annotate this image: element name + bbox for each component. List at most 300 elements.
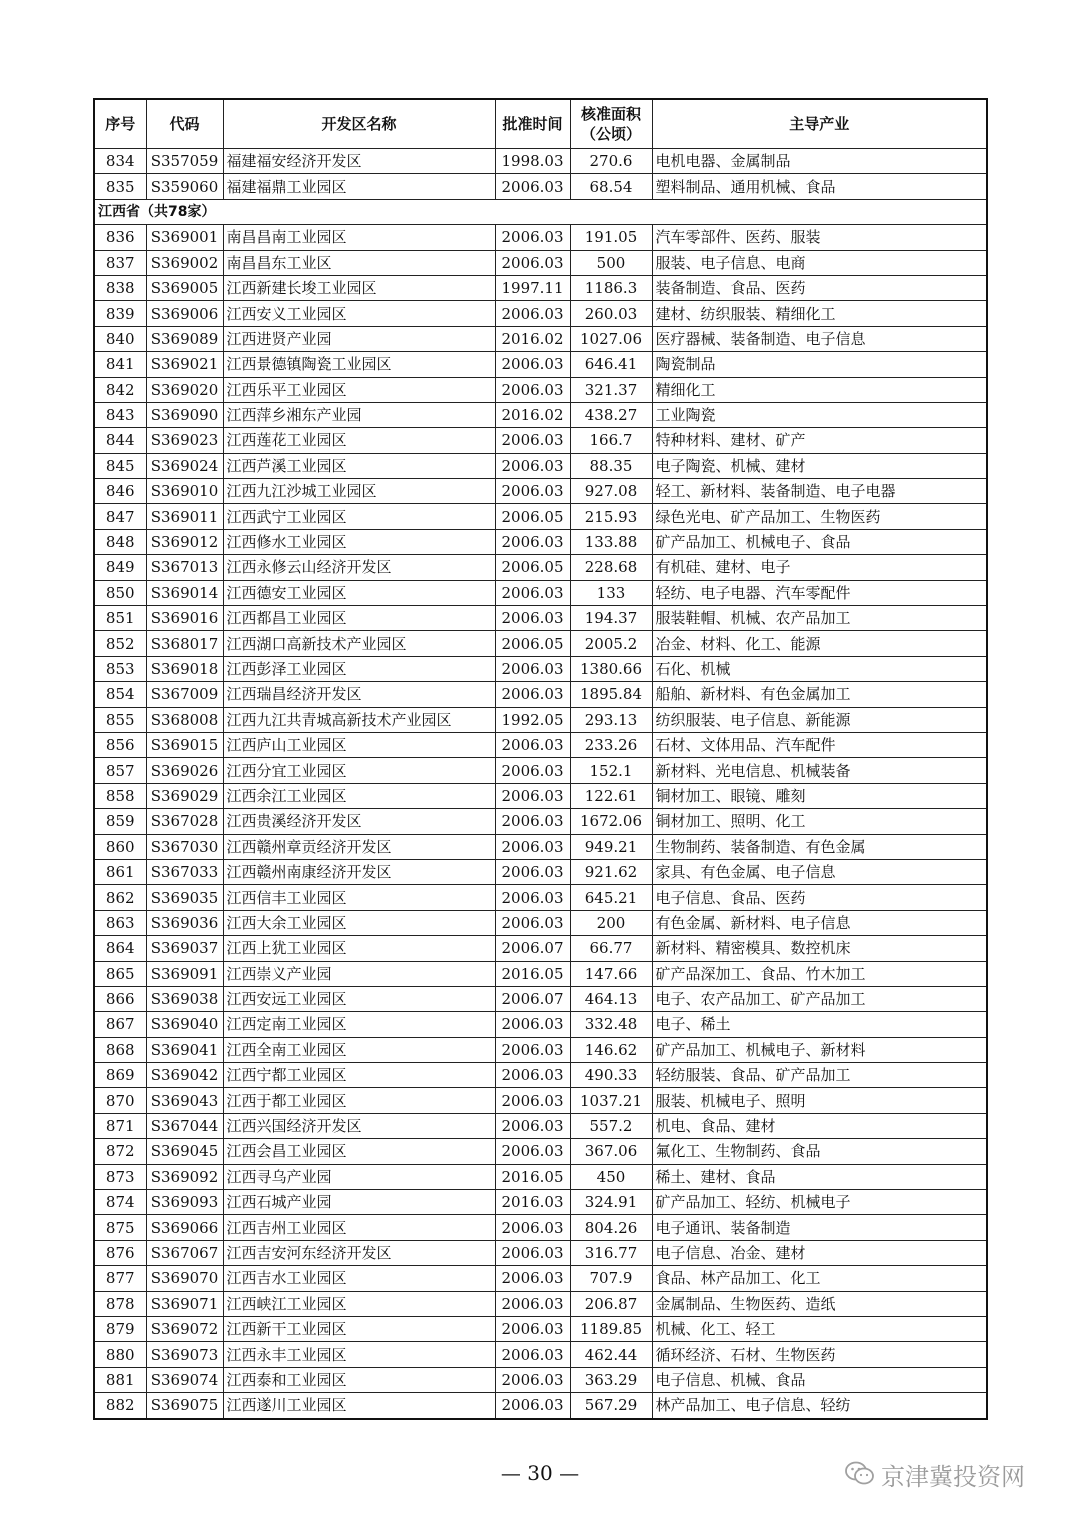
cell-area: 557.2 (570, 1113, 652, 1138)
cell-industry: 特种材料、建材、矿产 (652, 428, 987, 453)
cell-date: 2006.03 (495, 225, 570, 250)
cell-date: 2006.05 (495, 504, 570, 529)
cell-industry: 家具、有色金属、电子信息 (652, 859, 987, 884)
cell-code: S369072 (146, 1316, 223, 1341)
cell-area: 215.93 (570, 504, 652, 529)
cell-area: 464.13 (570, 986, 652, 1011)
cell-date: 2016.05 (495, 1164, 570, 1189)
header-date: 批准时间 (495, 99, 570, 149)
cell-area: 927.08 (570, 479, 652, 504)
cell-code: S369071 (146, 1291, 223, 1316)
cell-date: 1998.03 (495, 149, 570, 174)
table-row (94, 1215, 987, 1240)
cell-name: 江西遂川工业园区 (223, 1393, 495, 1419)
province-label: 江西省（共78家） (94, 199, 987, 224)
table-row (94, 1190, 987, 1215)
cell-area: 438.27 (570, 402, 652, 427)
cell-name: 江西都昌工业园区 (223, 606, 495, 631)
cell-industry: 新材料、光电信息、机械装备 (652, 758, 987, 783)
cell-no: 840 (94, 326, 146, 351)
cell-name: 江西会昌工业园区 (223, 1139, 495, 1164)
cell-date: 2006.03 (495, 1012, 570, 1037)
cell-area: 133.88 (570, 529, 652, 554)
cell-industry: 塑料制品、通用机械、食品 (652, 174, 987, 199)
cell-no: 870 (94, 1088, 146, 1113)
cell-industry: 冶金、材料、化工、能源 (652, 631, 987, 656)
table-row (94, 149, 987, 174)
cell-no: 853 (94, 656, 146, 681)
cell-no: 839 (94, 301, 146, 326)
cell-name: 江西宁都工业园区 (223, 1063, 495, 1088)
cell-industry: 矿产品加工、机械电子、食品 (652, 529, 987, 554)
cell-name: 江西乐平工业园区 (223, 377, 495, 402)
table-row (94, 1291, 987, 1316)
cell-no: 874 (94, 1190, 146, 1215)
cell-name: 江西崇义产业园 (223, 961, 495, 986)
cell-name: 江西余江工业园区 (223, 783, 495, 808)
cell-code: S369036 (146, 910, 223, 935)
table-row (94, 504, 987, 529)
cell-date: 2006.03 (495, 1393, 570, 1419)
header-area-line1: 核准面积 (580, 105, 641, 123)
cell-industry: 电子、农产品加工、矿产品加工 (652, 986, 987, 1011)
cell-date: 2006.03 (495, 580, 570, 605)
cell-no: 879 (94, 1316, 146, 1341)
cell-code: S369037 (146, 936, 223, 961)
cell-no: 845 (94, 453, 146, 478)
cell-no: 866 (94, 986, 146, 1011)
cell-area: 200 (570, 910, 652, 935)
table-row (94, 936, 987, 961)
cell-code: S369014 (146, 580, 223, 605)
cell-date: 2016.03 (495, 1190, 570, 1215)
cell-area: 363.29 (570, 1367, 652, 1392)
cell-date: 2006.03 (495, 1113, 570, 1138)
cell-area: 146.62 (570, 1037, 652, 1062)
cell-industry: 机械、化工、轻工 (652, 1316, 987, 1341)
cell-date: 2006.07 (495, 986, 570, 1011)
cell-area: 194.37 (570, 606, 652, 631)
cell-area: 260.03 (570, 301, 652, 326)
cell-name: 江西吉州工业园区 (223, 1215, 495, 1240)
cell-code: S369038 (146, 986, 223, 1011)
cell-name: 江西于都工业园区 (223, 1088, 495, 1113)
province-section (94, 199, 987, 224)
cell-industry: 建材、纺织服装、精细化工 (652, 301, 987, 326)
cell-name: 江西大余工业园区 (223, 910, 495, 935)
cell-no: 871 (94, 1113, 146, 1138)
cell-name: 江西全南工业园区 (223, 1037, 495, 1062)
cell-code: S368017 (146, 631, 223, 656)
cell-no: 869 (94, 1063, 146, 1088)
cell-no: 852 (94, 631, 146, 656)
cell-no: 862 (94, 885, 146, 910)
cell-date: 2006.03 (495, 1063, 570, 1088)
table-row (94, 555, 987, 580)
cell-date: 2006.03 (495, 859, 570, 884)
cell-industry: 服装鞋帽、机械、农产品加工 (652, 606, 987, 631)
cell-industry: 金属制品、生物医药、造纸 (652, 1291, 987, 1316)
table-row (94, 961, 987, 986)
cell-name: 江西彭泽工业园区 (223, 656, 495, 681)
cell-code: S369023 (146, 428, 223, 453)
cell-industry: 石化、机械 (652, 656, 987, 681)
cell-name: 江西修水工业园区 (223, 529, 495, 554)
table-body-jiangxi (94, 225, 987, 1419)
cell-industry: 循环经济、石材、生物医药 (652, 1342, 987, 1367)
cell-no: 848 (94, 529, 146, 554)
table-row (94, 783, 987, 808)
cell-industry: 氟化工、生物制药、食品 (652, 1139, 987, 1164)
cell-code: S369005 (146, 275, 223, 300)
cell-industry: 电子信息、食品、医药 (652, 885, 987, 910)
cell-no: 850 (94, 580, 146, 605)
table-row (94, 1266, 987, 1291)
cell-code: S369040 (146, 1012, 223, 1037)
cell-no: 854 (94, 682, 146, 707)
cell-code: S367033 (146, 859, 223, 884)
cell-area: 233.26 (570, 732, 652, 757)
cell-no: 857 (94, 758, 146, 783)
header-code: 代码 (146, 99, 223, 149)
cell-area: 293.13 (570, 707, 652, 732)
table-row (94, 275, 987, 300)
table-row (94, 174, 987, 199)
table-row (94, 986, 987, 1011)
cell-code: S369090 (146, 402, 223, 427)
cell-industry: 电子信息、机械、食品 (652, 1367, 987, 1392)
cell-industry: 工业陶瓷 (652, 402, 987, 427)
cell-industry: 轻纺服装、食品、矿产品加工 (652, 1063, 987, 1088)
cell-date: 2006.03 (495, 250, 570, 275)
cell-name: 江西贵溪经济开发区 (223, 809, 495, 834)
cell-industry: 船舶、新材料、有色金属加工 (652, 682, 987, 707)
cell-code: S369002 (146, 250, 223, 275)
cell-name: 江西信丰工业园区 (223, 885, 495, 910)
cell-no: 842 (94, 377, 146, 402)
cell-no: 864 (94, 936, 146, 961)
cell-date: 2006.03 (495, 682, 570, 707)
cell-date: 2016.02 (495, 326, 570, 351)
cell-name: 南昌昌东工业区 (223, 250, 495, 275)
cell-code: S369012 (146, 529, 223, 554)
cell-no: 878 (94, 1291, 146, 1316)
cell-industry: 陶瓷制品 (652, 352, 987, 377)
cell-name: 江西湖口高新技术产业园区 (223, 631, 495, 656)
cell-code: S368008 (146, 707, 223, 732)
cell-date: 2016.05 (495, 961, 570, 986)
cell-no: 847 (94, 504, 146, 529)
cell-name: 江西永修云山经济开发区 (223, 555, 495, 580)
cell-area: 324.91 (570, 1190, 652, 1215)
cell-area: 1895.84 (570, 682, 652, 707)
cell-name: 江西芦溪工业园区 (223, 453, 495, 478)
cell-code: S369066 (146, 1215, 223, 1240)
table-row (94, 1367, 987, 1392)
cell-code: S369042 (146, 1063, 223, 1088)
cell-no: 841 (94, 352, 146, 377)
table-row (94, 682, 987, 707)
table-row (94, 732, 987, 757)
table-row (94, 1316, 987, 1341)
table-row (94, 656, 987, 681)
cell-date: 2006.03 (495, 479, 570, 504)
cell-date: 2006.03 (495, 174, 570, 199)
cell-no: 860 (94, 834, 146, 859)
province-row (94, 199, 987, 224)
watermark-text: 京津冀投资网 (881, 1462, 1025, 1491)
cell-area: 500 (570, 250, 652, 275)
cell-name: 江西九江沙城工业园区 (223, 479, 495, 504)
table-row (94, 910, 987, 935)
cell-industry: 铜材加工、照明、化工 (652, 809, 987, 834)
cell-industry: 电子、稀土 (652, 1012, 987, 1037)
cell-date: 2006.03 (495, 732, 570, 757)
cell-name: 江西分宜工业园区 (223, 758, 495, 783)
cell-industry: 机电、食品、建材 (652, 1113, 987, 1138)
cell-name: 江西寻乌产业园 (223, 1164, 495, 1189)
cell-no: 881 (94, 1367, 146, 1392)
cell-date: 2006.03 (495, 352, 570, 377)
cell-date: 2006.03 (495, 758, 570, 783)
cell-industry: 医疗器械、装备制造、电子信息 (652, 326, 987, 351)
cell-area: 490.33 (570, 1063, 652, 1088)
cell-name: 福建福鼎工业园区 (223, 174, 495, 199)
table-row (94, 326, 987, 351)
cell-area: 1186.3 (570, 275, 652, 300)
cell-code: S369089 (146, 326, 223, 351)
cell-industry: 有机硅、建材、电子 (652, 555, 987, 580)
cell-no: 844 (94, 428, 146, 453)
cell-code: S367030 (146, 834, 223, 859)
cell-date: 2006.03 (495, 1088, 570, 1113)
cell-code: S369011 (146, 504, 223, 529)
header-industry: 主导产业 (652, 99, 987, 149)
cell-name: 江西庐山工业园区 (223, 732, 495, 757)
cell-name: 江西武宁工业园区 (223, 504, 495, 529)
table-row (94, 301, 987, 326)
cell-area: 1189.85 (570, 1316, 652, 1341)
cell-date: 2006.03 (495, 1367, 570, 1392)
cell-code: S369021 (146, 352, 223, 377)
table-row (94, 580, 987, 605)
table-row (94, 707, 987, 732)
cell-industry: 电机电器、金属制品 (652, 149, 987, 174)
cell-no: 873 (94, 1164, 146, 1189)
header-area (570, 99, 652, 149)
cell-code: S369029 (146, 783, 223, 808)
cell-code: S369043 (146, 1088, 223, 1113)
cell-no: 843 (94, 402, 146, 427)
table-row (94, 1063, 987, 1088)
cell-no: 868 (94, 1037, 146, 1062)
cell-area: 68.54 (570, 174, 652, 199)
cell-industry: 矿产品深加工、食品、竹木加工 (652, 961, 987, 986)
cell-date: 2006.03 (495, 1139, 570, 1164)
cell-area: 567.29 (570, 1393, 652, 1419)
cell-date: 2006.03 (495, 885, 570, 910)
cell-date: 2006.03 (495, 656, 570, 681)
cell-area: 147.66 (570, 961, 652, 986)
cell-area: 367.06 (570, 1139, 652, 1164)
cell-name: 江西九江共青城高新技术产业园区 (223, 707, 495, 732)
cell-area: 462.44 (570, 1342, 652, 1367)
cell-name: 江西兴国经济开发区 (223, 1113, 495, 1138)
cell-date: 2006.03 (495, 809, 570, 834)
cell-code: S367067 (146, 1240, 223, 1265)
cell-code: S369015 (146, 732, 223, 757)
cell-code: S369001 (146, 225, 223, 250)
cell-area: 88.35 (570, 453, 652, 478)
table-row (94, 529, 987, 554)
cell-code: S367009 (146, 682, 223, 707)
watermark (845, 1459, 1025, 1489)
cell-date: 2006.03 (495, 783, 570, 808)
table-row (94, 453, 987, 478)
cell-code: S369093 (146, 1190, 223, 1215)
table-header (94, 99, 987, 149)
cell-area: 152.1 (570, 758, 652, 783)
cell-code: S369073 (146, 1342, 223, 1367)
table-row (94, 1012, 987, 1037)
cell-code: S369024 (146, 453, 223, 478)
cell-industry: 食品、林产品加工、化工 (652, 1266, 987, 1291)
cell-area: 645.21 (570, 885, 652, 910)
cell-name: 江西进贤产业园 (223, 326, 495, 351)
cell-area: 1380.66 (570, 656, 652, 681)
cell-no: 856 (94, 732, 146, 757)
cell-area: 270.6 (570, 149, 652, 174)
cell-industry: 装备制造、食品、医药 (652, 275, 987, 300)
cell-area: 316.77 (570, 1240, 652, 1265)
cell-code: S369010 (146, 479, 223, 504)
table-row (94, 606, 987, 631)
cell-date: 2006.03 (495, 1240, 570, 1265)
cell-industry: 汽车零部件、医药、服装 (652, 225, 987, 250)
cell-code: S369018 (146, 656, 223, 681)
cell-area: 921.62 (570, 859, 652, 884)
cell-no: 846 (94, 479, 146, 504)
table-row (94, 1393, 987, 1419)
table-row (94, 885, 987, 910)
table-row (94, 402, 987, 427)
cell-area: 321.37 (570, 377, 652, 402)
cell-industry: 纺织服装、电子信息、新能源 (652, 707, 987, 732)
cell-date: 2006.03 (495, 428, 570, 453)
cell-area: 450 (570, 1164, 652, 1189)
cell-date: 2006.05 (495, 631, 570, 656)
cell-code: S369074 (146, 1367, 223, 1392)
cell-no: 861 (94, 859, 146, 884)
cell-area: 332.48 (570, 1012, 652, 1037)
cell-no: 855 (94, 707, 146, 732)
cell-area: 228.68 (570, 555, 652, 580)
cell-code: S369035 (146, 885, 223, 910)
cell-industry: 生物制药、装备制造、有色金属 (652, 834, 987, 859)
cell-date: 2006.03 (495, 1342, 570, 1367)
cell-industry: 矿产品加工、轻纺、机械电子 (652, 1190, 987, 1215)
cell-code: S369016 (146, 606, 223, 631)
cell-no: 867 (94, 1012, 146, 1037)
cell-no: 880 (94, 1342, 146, 1367)
cell-name: 江西新干工业园区 (223, 1316, 495, 1341)
cell-name: 江西安义工业园区 (223, 301, 495, 326)
cell-industry: 石材、文体用品、汽车配件 (652, 732, 987, 757)
cell-industry: 新材料、精密模具、数控机床 (652, 936, 987, 961)
cell-code: S369045 (146, 1139, 223, 1164)
cell-area: 122.61 (570, 783, 652, 808)
cell-date: 2006.03 (495, 301, 570, 326)
cell-date: 2006.03 (495, 1291, 570, 1316)
cell-name: 江西永丰工业园区 (223, 1342, 495, 1367)
cell-code: S367013 (146, 555, 223, 580)
cell-date: 2006.03 (495, 377, 570, 402)
table-row (94, 352, 987, 377)
cell-code: S369026 (146, 758, 223, 783)
cell-no: 851 (94, 606, 146, 631)
cell-name: 江西景德镇陶瓷工业园区 (223, 352, 495, 377)
cell-industry: 精细化工 (652, 377, 987, 402)
cell-code: S369006 (146, 301, 223, 326)
cell-code: S369041 (146, 1037, 223, 1062)
cell-industry: 林产品加工、电子信息、轻纺 (652, 1393, 987, 1419)
table-row (94, 225, 987, 250)
cell-name: 江西赣州南康经济开发区 (223, 859, 495, 884)
cell-code: S357059 (146, 149, 223, 174)
cell-name: 江西定南工业园区 (223, 1012, 495, 1037)
cell-no: 859 (94, 809, 146, 834)
cell-name: 江西泰和工业园区 (223, 1367, 495, 1392)
cell-date: 2006.05 (495, 555, 570, 580)
table-row (94, 428, 987, 453)
cell-no: 858 (94, 783, 146, 808)
cell-date: 2006.03 (495, 453, 570, 478)
cell-no: 875 (94, 1215, 146, 1240)
table-row (94, 1164, 987, 1189)
cell-name: 江西赣州章贡经济开发区 (223, 834, 495, 859)
cell-date: 2006.03 (495, 1215, 570, 1240)
table-body-fujian (94, 149, 987, 200)
cell-name: 江西安远工业园区 (223, 986, 495, 1011)
cell-date: 2006.03 (495, 1316, 570, 1341)
cell-industry: 电子信息、冶金、建材 (652, 1240, 987, 1265)
cell-code: S369020 (146, 377, 223, 402)
cell-area: 1037.21 (570, 1088, 652, 1113)
cell-no: 877 (94, 1266, 146, 1291)
table-row (94, 1342, 987, 1367)
header-name: 开发区名称 (223, 99, 495, 149)
cell-area: 66.77 (570, 936, 652, 961)
wechat-icon (845, 1461, 875, 1487)
cell-no: 837 (94, 250, 146, 275)
cell-code: S369075 (146, 1393, 223, 1419)
table-row (94, 1139, 987, 1164)
cell-area: 1027.06 (570, 326, 652, 351)
cell-area: 206.87 (570, 1291, 652, 1316)
cell-area: 2005.2 (570, 631, 652, 656)
cell-date: 2006.03 (495, 529, 570, 554)
cell-code: S359060 (146, 174, 223, 199)
table-row (94, 250, 987, 275)
cell-industry: 有色金属、新材料、电子信息 (652, 910, 987, 935)
table-row (94, 1037, 987, 1062)
cell-area: 166.7 (570, 428, 652, 453)
table-row (94, 809, 987, 834)
cell-industry: 电子陶瓷、机械、建材 (652, 453, 987, 478)
cell-no: 865 (94, 961, 146, 986)
cell-code: S367044 (146, 1113, 223, 1138)
cell-date: 2006.03 (495, 1266, 570, 1291)
